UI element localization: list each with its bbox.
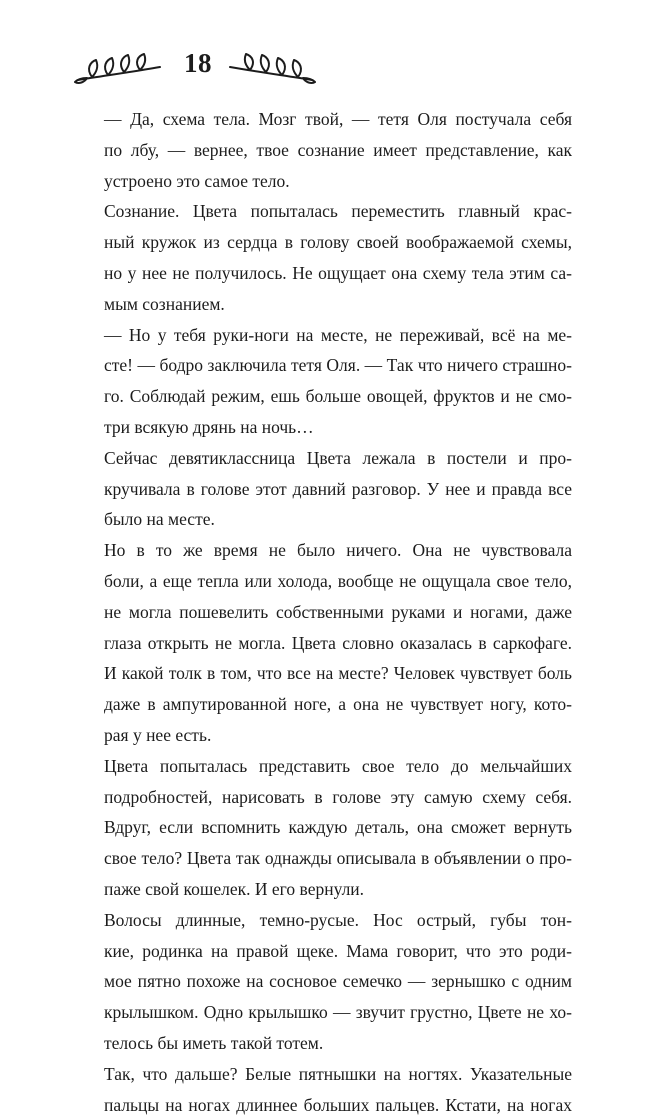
left-leaf-branch-icon	[74, 52, 164, 86]
text-line: кие, родинка на правой щеке. Мама говорит, что это роди-	[70, 936, 572, 967]
paragraph	[70, 905, 572, 1059]
text-line: паже свой кошелек. И его вернули.	[70, 874, 572, 905]
paragraph	[70, 443, 572, 535]
text-line: но у нее не получилось. Не ощущает она схему тела этим са-	[70, 258, 572, 289]
text-line: го. Соблюдай режим, ешь больше овощей, фруктов и не смо-	[70, 381, 572, 412]
text-line: телось бы иметь такой тотем.	[70, 1028, 572, 1059]
body-text	[70, 104, 572, 1120]
paragraph	[70, 535, 572, 751]
text-line: Так, что дальше? Белые пятнышки на ногтях. Указательные	[70, 1059, 572, 1090]
paragraph	[70, 104, 572, 196]
page-number: 18	[180, 48, 216, 79]
text-line: глаза открыть не могла. Цвета словно оказалась в саркофаге.	[70, 628, 572, 659]
text-line: мым сознанием.	[70, 289, 572, 320]
text-line: Цвета попыталась представить свое тело до мельчайших	[70, 751, 572, 782]
paragraph	[70, 196, 572, 319]
text-line: боли, а еще тепла или холода, вообще не ощущала свое тело,	[70, 566, 572, 597]
right-leaf-branch-icon	[226, 52, 316, 86]
text-line: сте! — бодро заключила тетя Оля. — Так что ничего страшно-	[70, 350, 572, 381]
paragraph	[70, 320, 572, 443]
text-line: И какой толк в том, что все на месте? Человек чувствует боль	[70, 658, 572, 689]
text-line: кручивала в голове этот давний разговор. У нее и правда все	[70, 474, 572, 505]
text-line: Но в то же время не было ничего. Она не чувствовала	[70, 535, 572, 566]
text-line: мое пятно похоже на сосновое семечко — зернышко с одним	[70, 966, 572, 997]
text-line: Сознание. Цвета попыталась переместить главный крас-	[70, 196, 572, 227]
text-line: пальцы на ногах длиннее больших пальцев. Кстати, на ногах	[70, 1090, 572, 1120]
running-header	[0, 46, 672, 96]
text-line: было на месте.	[70, 504, 572, 535]
paragraph	[70, 1059, 572, 1120]
paragraph	[70, 751, 572, 905]
text-line: три всякую дрянь на ночь…	[70, 412, 572, 443]
text-line: Вдруг, если вспомнить каждую деталь, она сможет вернуть	[70, 812, 572, 843]
text-line: по лбу, — вернее, твое сознание имеет представление, как	[70, 135, 572, 166]
text-line: Сейчас девятиклассница Цвета лежала в постели и про-	[70, 443, 572, 474]
text-line: рая у нее есть.	[70, 720, 572, 751]
text-line: подробностей, нарисовать в голове эту самую схему себя.	[70, 782, 572, 813]
text-line: устроено это самое тело.	[70, 166, 572, 197]
text-line: крылышком. Одно крылышко — звучит грустно, Цвете не хо-	[70, 997, 572, 1028]
text-line: свое тело? Цвета так однажды описывала в объявлении о про-	[70, 843, 572, 874]
text-line: — Но у тебя руки-ноги на месте, не переживай, всё на ме-	[70, 320, 572, 351]
text-line: Волосы длинные, темно-русые. Нос острый, губы тон-	[70, 905, 572, 936]
text-line: — Да, схема тела. Мозг твой, — тетя Оля постучала себя	[70, 104, 572, 135]
text-line: ный кружок из сердца в голову своей воображаемой схемы,	[70, 227, 572, 258]
text-line: даже в ампутированной ноге, а она не чувствует ногу, кото-	[70, 689, 572, 720]
text-line: не могла пошевелить собственными руками и ногами, даже	[70, 597, 572, 628]
